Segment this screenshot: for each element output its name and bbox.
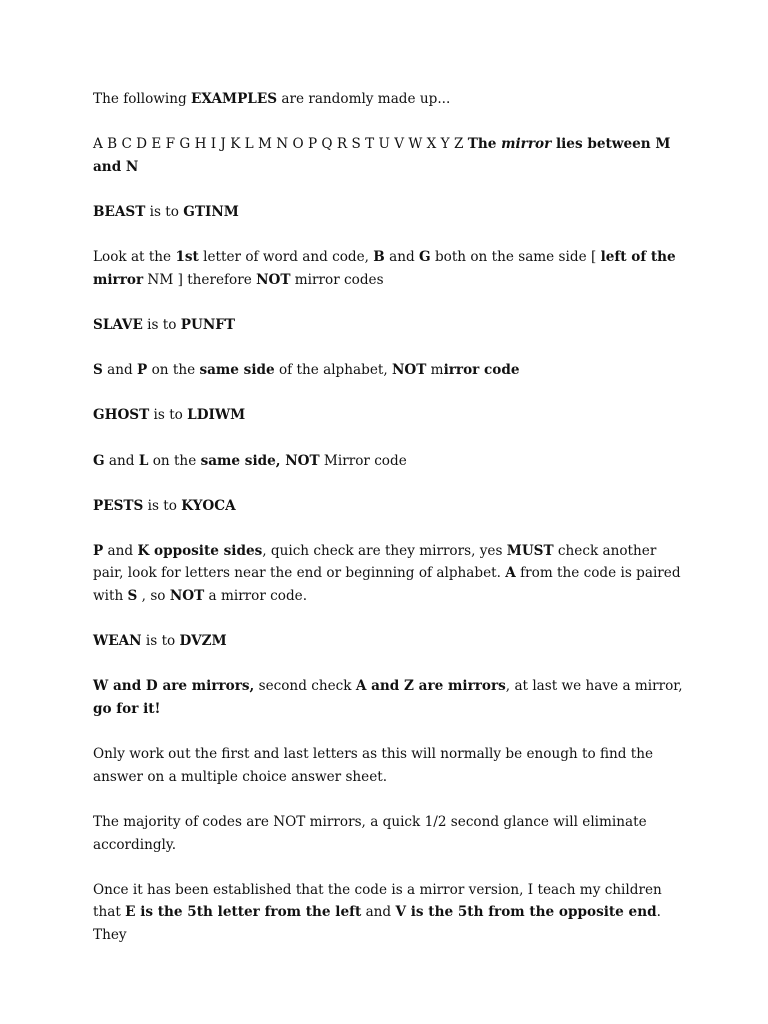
text-run: , quich check are they mirrors, yes [262,542,507,559]
text-run-bold: same side, NOT [200,452,320,469]
text-run: Mirror code [319,452,407,469]
paragraph [93,675,683,720]
text-run: is to [149,407,188,424]
text-run: second check [254,678,356,695]
text-run-bold: BEAST [93,203,146,220]
text-run-bold: GTINM [183,203,239,220]
text-run-bold: A and Z are mirrors [355,678,506,695]
text-run: and [384,249,420,266]
text-run-bold: E is the 5th letter from the left [125,904,362,921]
text-run-bold: 1st [175,249,199,266]
text-run: and [104,452,139,469]
text-run-bold: NOT [256,271,291,288]
text-run: are randomly made up... [277,91,451,107]
text-run-bold: NOT [169,588,205,605]
text-run-bold: irror code [443,362,520,379]
paragraph [93,495,683,518]
paragraph [93,88,683,111]
text-run-bold: WEAN [93,633,142,650]
text-run-bold: S [127,588,138,605]
text-run: and [361,904,396,921]
text-run-bold: W and D are mirrors, [93,678,255,695]
text-run-bold: P [137,362,148,379]
text-run-bold: L [138,452,149,469]
text-run: on the [147,362,200,379]
text-run-bold: K opposite sides [137,542,263,559]
text-run-bold: same side [199,362,275,379]
text-run-bold: SLAVE [93,316,143,333]
paragraph [93,630,683,653]
text-run-bold: lies between M and N [93,136,671,175]
text-run: a mirror code. [204,588,308,605]
document-body [93,88,683,969]
text-run: , so [137,588,170,605]
text-run-bold: G [419,249,431,266]
text-run: of the alphabet, [274,362,392,379]
paragraph [93,450,683,473]
text-run: letter of word and code, [198,249,374,266]
paragraph [93,359,683,382]
text-run: check another pair, look for letters near the end or beginning of alphabet. [93,542,657,582]
text-run: A B C D E F G H I J K L M N O P Q R S T U V W X Y Z [93,136,468,153]
text-run-bold: MUST [506,542,554,559]
text-run: is to [145,203,184,220]
text-run: Only work out the first and last letters as this will normally be enough to find the answer on a multiple choice answer sheet. [93,746,654,785]
text-run-bold: GHOST [93,407,150,424]
text-run-bold [501,136,551,152]
text-run-bold: G [93,452,105,469]
text-run-bold: V is the 5th from the opposite end [395,904,657,921]
text-run-bold: LDIWM [187,407,246,424]
paragraph [93,811,683,856]
text-run-bold: EXAMPLES [191,91,278,107]
text-run: The majority of codes are NOT mirrors, a quick 1/2 second glance will eliminate accordingly. [93,814,647,853]
text-run: mirror codes [290,271,384,288]
text-run: from the code is paired with [93,565,681,605]
text-run-bold: KYOCA [181,497,236,514]
paragraph [93,404,683,427]
text-run-bold: DVZM [179,633,227,650]
paragraph [93,314,683,337]
text-run-bold: A [505,565,516,582]
paragraph [93,743,683,788]
text-run: and [102,362,138,379]
text-run: . They [93,904,661,943]
text-run: on the [148,452,201,469]
text-run-bold: left of the mirror [93,249,676,288]
paragraph [93,201,683,224]
text-run-bold: go for it! [93,701,161,718]
text-run: Look at the [93,249,176,266]
text-run-bold: B [373,249,385,266]
text-run: is to [142,316,181,333]
text-run: NM ] therefore [143,271,257,288]
text-run: is to [143,497,182,514]
paragraph [93,246,683,291]
text-run: m [426,362,444,379]
text-run-bold: P [93,542,104,559]
text-run-bold: NOT [391,362,427,379]
text-run-bold: The [467,136,502,153]
text-run-bold: S [93,362,103,379]
text-run-bold: PUNFT [180,316,236,333]
text-run-bold: PESTS [93,497,144,514]
text-run: both on the same side [ [430,249,601,266]
text-run: is to [141,633,180,650]
paragraph [93,133,683,178]
text-run: The following [93,91,192,107]
text-run: and [103,542,138,559]
paragraph [93,540,683,608]
paragraph [93,879,683,947]
text-run-bold-italic: mirror [501,136,552,153]
text-run: Once it has been established that the code is a mirror version, I teach my children that [93,881,662,921]
text-run: , at last we have a mirror, [505,678,683,695]
